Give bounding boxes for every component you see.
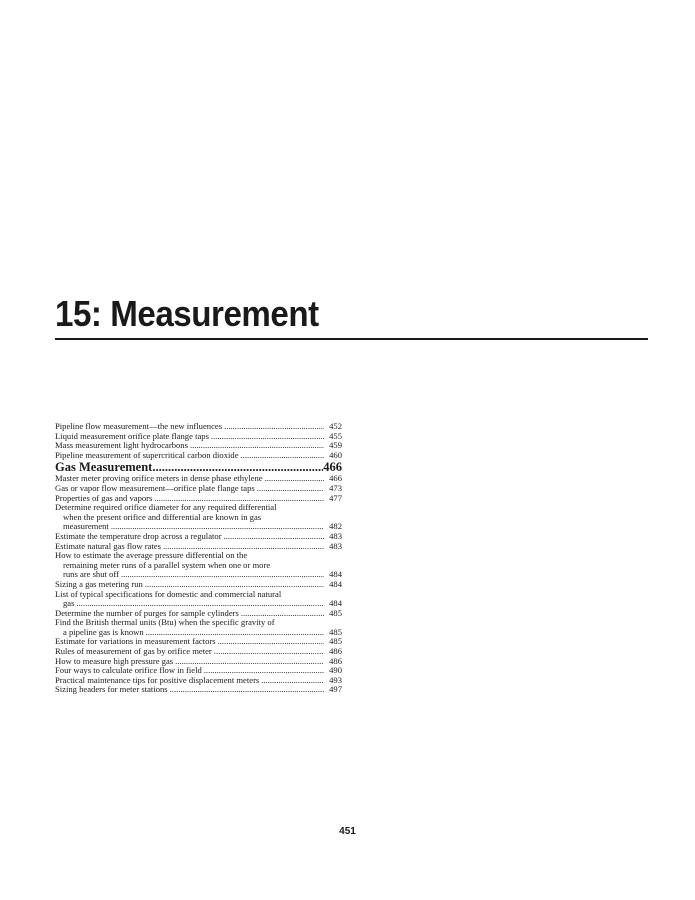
toc-entry-page: 485	[329, 607, 342, 618]
toc-entry-title: How to measure high pressure gas	[55, 655, 174, 666]
toc-entry[interactable]	[55, 451, 342, 461]
toc-entry-line: remaining meter runs of a parallel system when one or more	[63, 560, 271, 570]
dot-leader	[154, 494, 324, 504]
toc-entry[interactable]	[55, 503, 342, 532]
toc-entry-title: Rules of measurement of gas by orifice meter	[55, 646, 212, 657]
toc-entry-page: 477	[329, 492, 342, 503]
toc-entry[interactable]	[55, 580, 342, 590]
toc-entry-page: 484	[329, 569, 342, 580]
toc-entry-page: 459	[329, 440, 342, 451]
toc-entry-page: 486	[329, 646, 342, 657]
toc-entry-page: 484	[329, 578, 342, 589]
chapter-title-rule	[55, 338, 648, 340]
toc-entry-title: Gas or vapor flow measurement—orifice plate flange taps	[55, 482, 255, 493]
toc-section-heading[interactable]	[55, 460, 342, 474]
toc-entry-page: 460	[329, 449, 342, 460]
toc-entry-page: 485	[329, 636, 342, 647]
toc-entry-line: when the present orifice and differential are known in gas	[63, 512, 262, 522]
page-number: 451	[339, 826, 356, 837]
toc-entry-title: Pipeline flow measurement—the new influences	[55, 421, 223, 431]
toc-entry-title: runs are shut off	[63, 569, 119, 580]
toc-entry-title: measurement	[63, 521, 109, 532]
toc-entry-title: a pipeline gas is known	[63, 626, 144, 637]
chapter-title: 15: Measurement	[55, 293, 319, 334]
dot-leader	[224, 532, 324, 542]
toc-entry-page: 473	[329, 482, 342, 493]
toc-entry-page: 493	[329, 674, 342, 685]
toc-entry-line: List of typical specifications for domestic and commercial natural	[55, 589, 282, 599]
dot-leader	[145, 580, 324, 590]
toc-entry-line: Determine required orifice diameter for any required differential	[55, 503, 277, 513]
toc-entry-title: Mass measurement light hydrocarbons	[55, 440, 188, 451]
toc-entry[interactable]	[55, 494, 342, 504]
toc-entry-title: Liquid measurement orifice plate flange taps	[55, 430, 209, 441]
dot-leader	[241, 609, 324, 619]
toc-entry-page: 452	[329, 421, 342, 431]
toc-entry-title: Practical maintenance tips for positive displacement meters	[55, 674, 260, 685]
toc-entry-title: Determine the number of purges for sample cylinders	[55, 607, 239, 618]
toc-entry-title: gas	[63, 598, 75, 609]
toc-entry-title: Estimate for variations in measurement factors	[55, 636, 216, 647]
toc-entry-page: 482	[329, 521, 342, 532]
toc-entry[interactable]	[55, 618, 342, 637]
dot-leader	[121, 570, 324, 580]
dot-leader	[265, 474, 324, 484]
table-of-contents	[55, 422, 342, 695]
toc-entry-title: Master meter proving orifice meters in dense phase ethylene	[55, 473, 263, 484]
toc-entry-title: Sizing headers for meter stations	[55, 684, 168, 695]
toc-entry-title: Properties of gas and vapors	[55, 492, 153, 503]
toc-entry-page: 483	[329, 540, 342, 551]
toc-entry-page: 466	[323, 460, 342, 475]
toc-entry-page: 455	[329, 430, 342, 441]
toc-entry-page: 486	[329, 655, 342, 666]
toc-entry-page: 485	[329, 626, 342, 637]
toc-entry[interactable]	[55, 551, 342, 580]
dot-leader	[224, 422, 324, 432]
toc-entry-line: How to estimate the average pressure differential on the	[55, 551, 248, 561]
toc-entry[interactable]	[55, 609, 342, 619]
dot-leader	[257, 484, 324, 494]
toc-entry-title: Gas Measurement	[55, 460, 153, 475]
dot-leader	[261, 676, 324, 686]
dot-leader	[218, 637, 324, 647]
toc-entry-page: 490	[329, 665, 342, 676]
toc-entry-line: Find the British thermal units (Btu) when the specific gravity of	[55, 618, 275, 628]
toc-entry-title: Estimate natural gas flow rates	[55, 540, 161, 551]
toc-entry-page: 484	[329, 598, 342, 609]
toc-entry-page: 466	[329, 473, 342, 484]
toc-entry-title: Pipeline measurement of supercritical carbon dioxide	[55, 449, 239, 460]
dot-leader	[152, 460, 323, 474]
dot-leader	[163, 542, 324, 552]
dot-leader	[170, 685, 324, 695]
dot-leader	[211, 432, 324, 442]
dot-leader	[214, 647, 324, 657]
toc-entry-page: 497	[329, 684, 342, 695]
toc-entry-title: Estimate the temperature drop across a regulator	[55, 530, 222, 541]
toc-entry[interactable]	[55, 542, 342, 552]
toc-entry-title: Sizing a gas metering run	[55, 578, 143, 589]
toc-entry-page: 483	[329, 530, 342, 541]
toc-entry-title: Four ways to calculate orifice flow in field	[55, 665, 202, 676]
dot-leader	[241, 451, 324, 461]
toc-entry[interactable]	[55, 685, 342, 695]
toc-entry[interactable]	[55, 590, 342, 609]
